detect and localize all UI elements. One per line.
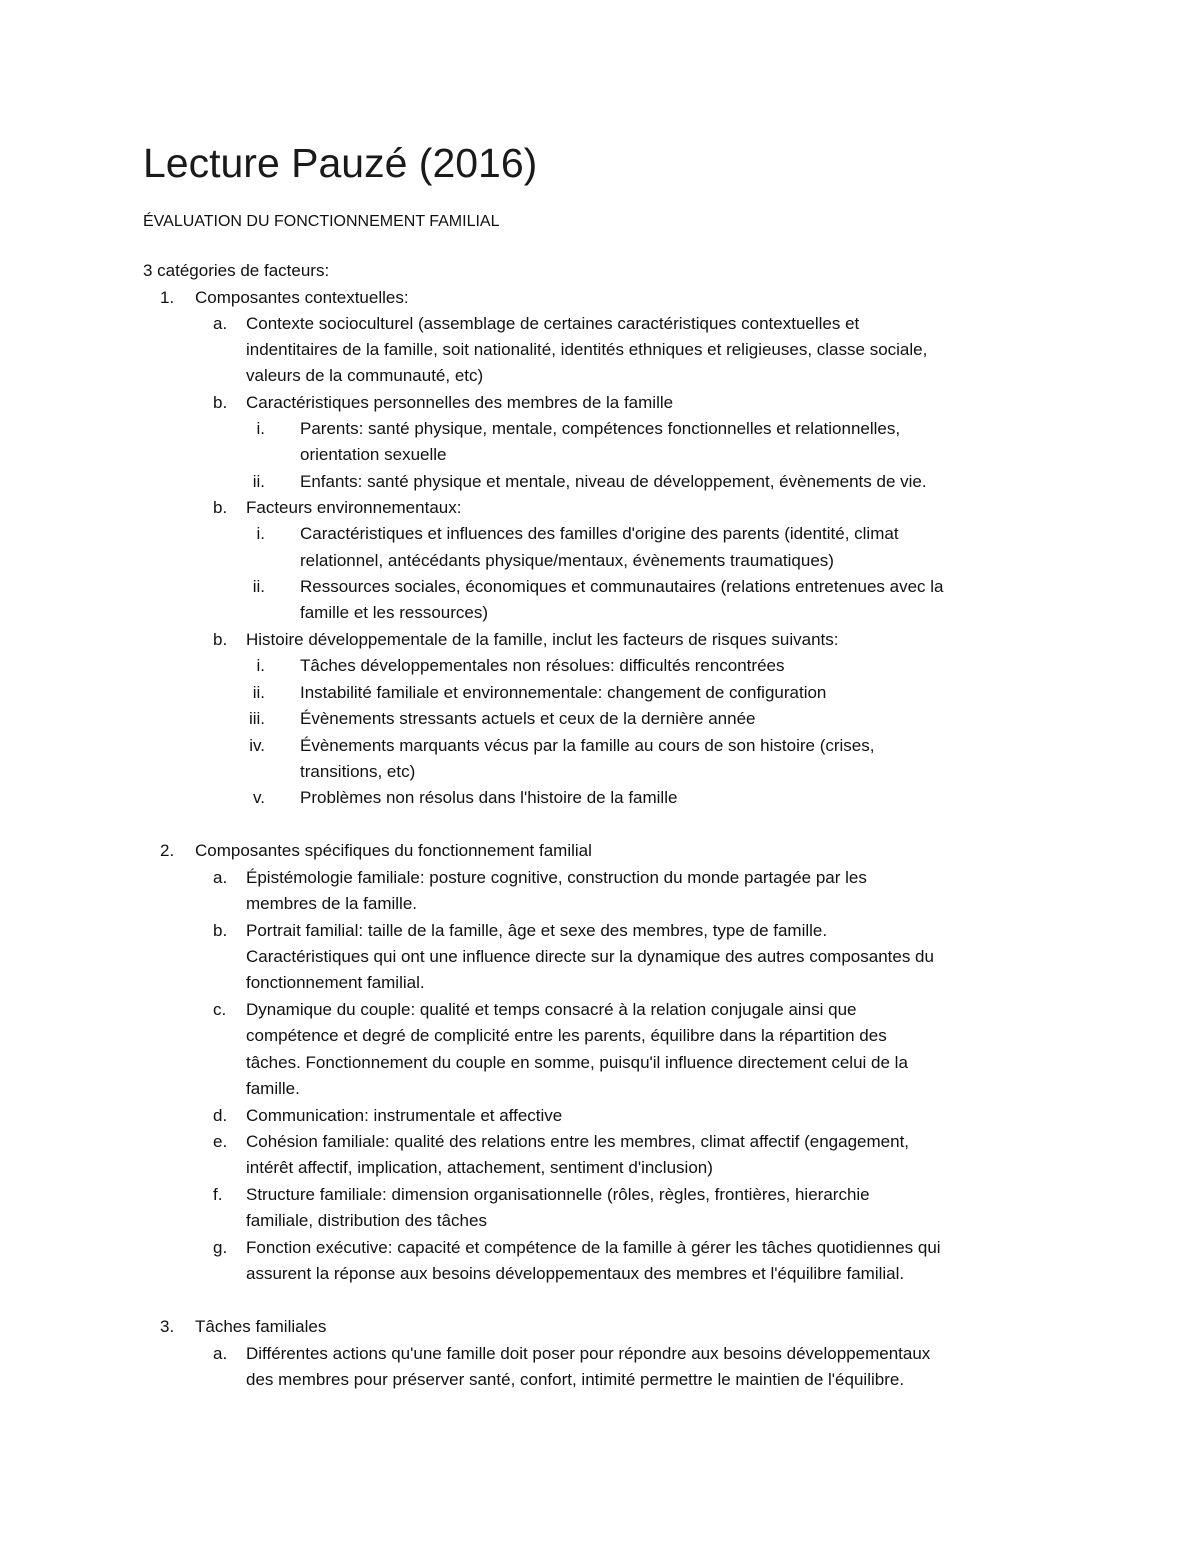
list-item-text: Épistémologie familiale: posture cognitive, construction du monde partagée par les [246, 868, 867, 887]
list-item [0, 706, 1200, 732]
list-item-text: Composantes spécifiques du fonctionnement familial [195, 841, 592, 860]
list-item [0, 1076, 1200, 1102]
list-marker: 3. [160, 1317, 175, 1336]
list-item-text: Évènements marquants vécus par la famille au cours de son histoire (crises, [300, 736, 875, 755]
list-item-text: famille. [246, 1079, 300, 1098]
list-item [0, 865, 1200, 891]
list-item [0, 311, 1200, 337]
list-marker: 2. [160, 841, 175, 860]
list-marker: d. [213, 1106, 228, 1125]
list-item [0, 970, 1200, 996]
list-item-text: Instabilité familiale et environnementale: changement de configuration [300, 683, 827, 702]
list-marker: iv. [249, 736, 265, 755]
list-marker: a. [213, 1344, 228, 1363]
intro-line [0, 258, 1200, 284]
list-item [0, 1050, 1200, 1076]
list-marker: g. [213, 1238, 228, 1257]
list-item-text: Évènements stressants actuels et ceux de la dernière année [300, 709, 756, 728]
list-item [0, 1341, 1200, 1367]
list-marker: i. [256, 419, 265, 438]
list-item-text: compétence et degré de complicité entre les parents, équilibre dans la répartition des [246, 1026, 887, 1045]
document-subtitle: ÉVALUATION DU FONCTIONNEMENT FAMILIAL [143, 213, 500, 230]
list-item-text: Histoire développementale de la famille, inclut les facteurs de risques suivants: [246, 630, 839, 649]
list-item [0, 944, 1200, 970]
list-item-text: Contexte socioculturel (assemblage de certaines caractéristiques contextuelles et [246, 314, 860, 333]
list-item-text: familiale, distribution des tâches [246, 1211, 487, 1230]
list-item [0, 337, 1200, 363]
list-marker: ii. [252, 472, 265, 491]
list-item [0, 1023, 1200, 1049]
list-item [0, 390, 1200, 416]
list-item [0, 680, 1200, 706]
list-item [0, 1367, 1200, 1393]
list-item [0, 469, 1200, 495]
list-item [0, 521, 1200, 547]
list-marker: c. [213, 1000, 227, 1019]
list-item-text: indentitaires de la famille, soit nationalité, identités ethniques et religieuses, classe sociale, [246, 340, 928, 359]
list-item-text: Facteurs environnementaux: [246, 498, 462, 517]
list-marker: f. [213, 1185, 223, 1204]
list-item-text: transitions, etc) [300, 762, 416, 781]
list-item [0, 548, 1200, 574]
list-item-text: assurent la réponse aux besoins développementaux des membres et l'équilibre familial. [246, 1264, 905, 1283]
list-item-text: Portrait familial: taille de la famille, âge et sexe des membres, type de famille. [246, 921, 828, 940]
list-marker: v. [253, 788, 265, 807]
list-item [0, 1182, 1200, 1208]
list-item [0, 997, 1200, 1023]
list-item [0, 891, 1200, 917]
list-marker: a. [213, 314, 228, 333]
list-item-text: valeurs de la communauté, etc) [246, 366, 484, 385]
list-item [0, 574, 1200, 600]
list-marker: b. [213, 393, 228, 412]
list-item [0, 653, 1200, 679]
list-item-text: Fonction exécutive: capacité et compétence de la famille à gérer les tâches quotidiennes qui [246, 1238, 941, 1257]
list-item [0, 600, 1200, 626]
list-item [0, 416, 1200, 442]
list-marker: b. [213, 498, 228, 517]
list-item-text: Tâches développementales non résolues: difficultés rencontrées [300, 656, 785, 675]
list-item-text: Problèmes non résolus dans l'histoire de la famille [300, 788, 678, 807]
list-item-text: Ressources sociales, économiques et communautaires (relations entretenues avec la [300, 577, 944, 596]
list-item-text: Structure familiale: dimension organisationnelle (rôles, règles, frontières, hierarchie [246, 1185, 870, 1204]
list-item [0, 918, 1200, 944]
list-item-text: membres de la famille. [246, 894, 418, 913]
list-item [0, 733, 1200, 759]
list-item-text: famille et les ressources) [300, 603, 489, 622]
list-item-text: Communication: instrumentale et affective [246, 1106, 563, 1125]
list-marker: 1. [160, 288, 175, 307]
list-item [0, 759, 1200, 785]
list-item-text: Composantes contextuelles: [195, 288, 409, 307]
list-item [0, 785, 1200, 811]
list-item-text: Enfants: santé physique et mentale, niveau de développement, évènements de vie. [300, 472, 927, 491]
list-item-text: tâches. Fonctionnement du couple en somme, puisqu'il influence directement celui de la [246, 1053, 908, 1072]
list-item [0, 442, 1200, 468]
list-item-text: Tâches familiales [195, 1317, 327, 1336]
list-marker: ii. [252, 577, 265, 596]
list-item-text: Parents: santé physique, mentale, compétences fonctionnelles et relationnelles, [300, 419, 901, 438]
list-item [0, 495, 1200, 521]
list-marker: a. [213, 868, 228, 887]
list-item [0, 1155, 1200, 1181]
list-item-text: Caractéristiques qui ont une influence directe sur la dynamique des autres composantes du [246, 947, 934, 966]
list-marker: ii. [252, 683, 265, 702]
list-marker: i. [256, 524, 265, 543]
list-item [0, 627, 1200, 653]
list-item-text: Différentes actions qu'une famille doit poser pour répondre aux besoins développementaux [246, 1344, 931, 1363]
list-item-text: Cohésion familiale: qualité des relations entre les membres, climat affectif (engagement, [246, 1132, 910, 1151]
list-marker: iii. [248, 709, 265, 728]
intro-text: 3 catégories de facteurs: [143, 261, 330, 280]
list-item [0, 838, 1200, 864]
list-item-text: des membres pour préserver santé, confort, intimité permettre le maintien de l'équilibre. [246, 1370, 905, 1389]
list-item-text: relationnel, antécédants physique/mentaux, évènements traumatiques) [300, 551, 834, 570]
list-item [0, 1235, 1200, 1261]
list-item [0, 285, 1200, 311]
list-item [0, 1314, 1200, 1340]
list-item-text: Caractéristiques et influences des familles d'origine des parents (identité, climat [300, 524, 899, 543]
list-item-text: orientation sexuelle [300, 445, 447, 464]
list-item [0, 1208, 1200, 1234]
list-item-text: Dynamique du couple: qualité et temps consacré à la relation conjugale ainsi que [246, 1000, 857, 1019]
document-title: Lecture Pauzé (2016) [143, 140, 538, 186]
list-item-text: intérêt affectif, implication, attachement, sentiment d'inclusion) [246, 1158, 713, 1177]
list-item-text: Caractéristiques personnelles des membres de la famille [246, 393, 674, 412]
list-item [0, 1129, 1200, 1155]
list-marker: b. [213, 921, 228, 940]
list-marker: i. [256, 656, 265, 675]
list-item [0, 1103, 1200, 1129]
list-marker: e. [213, 1132, 228, 1151]
list-item-text: fonctionnement familial. [246, 973, 425, 992]
list-item [0, 1261, 1200, 1287]
list-marker: b. [213, 630, 228, 649]
list-item [0, 363, 1200, 389]
